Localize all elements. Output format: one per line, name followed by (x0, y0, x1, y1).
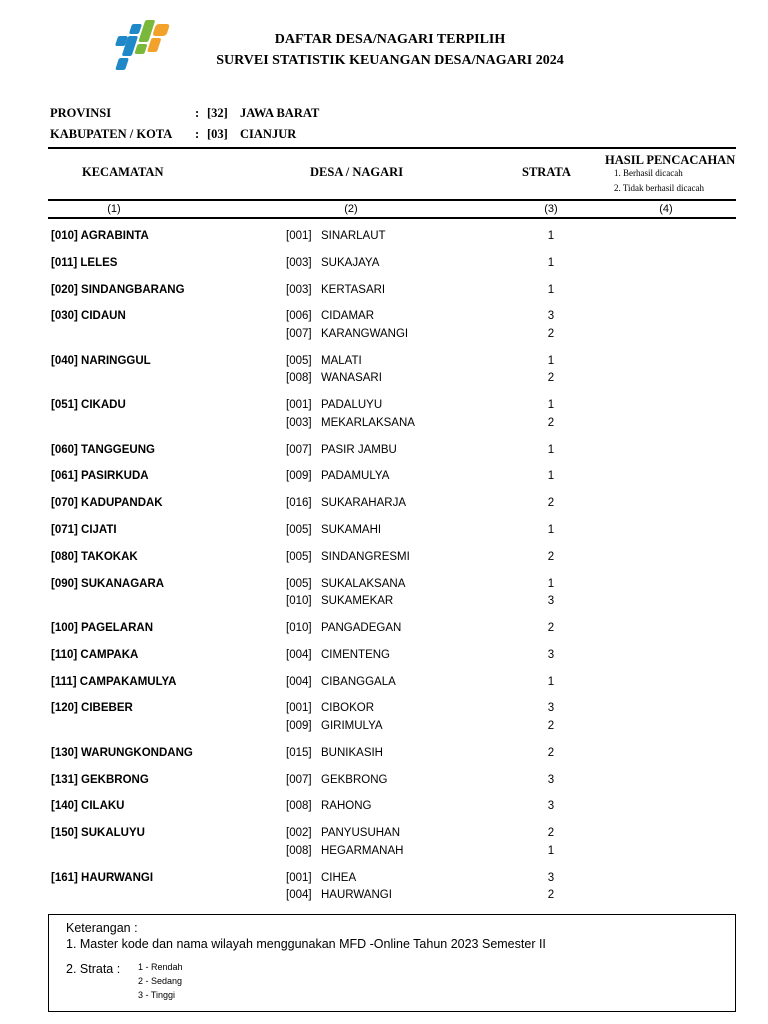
desa-name: SUKAJAYA (321, 256, 380, 269)
strata-value: 2 (547, 720, 555, 732)
desa-code: [001] (286, 399, 312, 412)
strata-value: 1 (547, 443, 555, 456)
desa-name: PASIR JAMBU (321, 443, 397, 456)
provinsi-separator: : (195, 106, 200, 120)
desa-code: [008] (286, 844, 312, 857)
strata-value: 1 (547, 470, 555, 483)
strata-value: 1 (547, 283, 555, 296)
header-bottom-rule (48, 199, 736, 201)
desa-name: HEGARMANAH (321, 844, 404, 857)
strata-value: 1 (547, 577, 555, 590)
strata-value: 3 (547, 595, 555, 608)
desa-name: PANYUSUHAN (321, 827, 401, 840)
desa-code: [003] (286, 416, 312, 429)
column-number-4: (4) (659, 203, 673, 215)
desa-code: [007] (286, 328, 312, 340)
column-number-2: (2) (344, 203, 358, 215)
desa-code: [010] (286, 622, 312, 634)
desa-name: PADALUYU (321, 399, 383, 412)
desa-name: SUKAMAHI (321, 524, 382, 536)
column-number-1: (1) (107, 203, 121, 215)
header-strata: STRATA (522, 165, 571, 179)
provinsi-name: JAWA BARAT (240, 106, 320, 120)
desa-name: SUKARAHARJA (321, 497, 406, 510)
kecamatan-name: [140] CILAKU (51, 800, 125, 813)
desa-name: WANASARI (321, 372, 382, 385)
strata-value: 2 (547, 827, 555, 840)
kecamatan-name: [080] TAKOKAK (51, 550, 138, 563)
kecamatan-name: [011] LELES (51, 256, 118, 269)
header-hasil-option-2: 2. Tidak berhasil dicacah (614, 183, 704, 193)
desa-name: KERTASARI (321, 283, 386, 296)
desa-name: GIRIMULYA (321, 720, 383, 732)
strata-value: 2 (547, 550, 555, 563)
strata-value: 2 (547, 328, 555, 340)
desa-name: CIHEA (321, 871, 357, 884)
strata-value: 3 (547, 702, 555, 715)
kabupaten-code: [03] (207, 127, 228, 141)
column-number-3: (3) (544, 203, 558, 215)
kecamatan-name: [040] NARINGGUL (51, 354, 151, 367)
kabupaten-separator: : (195, 127, 200, 141)
header-kecamatan: KECAMATAN (82, 165, 164, 179)
strata-value: 1 (547, 354, 555, 367)
desa-code: [003] (286, 256, 312, 269)
kecamatan-name: [061] PASIRKUDA (51, 470, 149, 483)
kecamatan-name: [100] PAGELARAN (51, 622, 154, 634)
desa-name: PADAMULYA (321, 470, 390, 483)
strata-value: 1 (547, 399, 555, 412)
strata-value: 3 (547, 773, 555, 786)
desa-code: [010] (286, 595, 312, 608)
kecamatan-name: [051] CIKADU (51, 399, 126, 412)
strata-value: 2 (547, 372, 555, 385)
desa-name: MALATI (321, 354, 362, 367)
desa-code: [001] (286, 702, 312, 715)
strata-value: 3 (547, 800, 555, 813)
strata-value: 2 (547, 416, 555, 429)
desa-code: [005] (286, 577, 312, 590)
provinsi-code: [32] (207, 106, 228, 120)
desa-code: [005] (286, 524, 312, 536)
strata-value: 2 (547, 889, 555, 902)
desa-name: CIBOKOR (321, 702, 375, 715)
kecamatan-name: [111] CAMPAKAMULYA (51, 675, 177, 688)
desa-code: [004] (286, 675, 312, 688)
bps-logo (112, 18, 182, 76)
kecamatan-name: [130] WARUNGKONDANG (51, 746, 193, 759)
desa-code: [009] (286, 720, 312, 732)
strata-value: 1 (547, 844, 555, 857)
kecamatan-name: [060] TANGGEUNG (51, 443, 155, 456)
desa-code: [007] (286, 773, 312, 786)
strata-value: 3 (547, 648, 555, 661)
header-hasil-pencacahan: HASIL PENCACAHAN (605, 153, 736, 167)
kecamatan-name: [010] AGRABINTA (51, 230, 149, 242)
strata-value: 3 (547, 310, 555, 323)
kecamatan-name: [161] HAURWANGI (51, 871, 154, 884)
desa-name: CIBANGGALA (321, 675, 396, 688)
desa-name: SINARLAUT (321, 230, 386, 242)
strata-legend-3: 3 - Tinggi (138, 990, 176, 1000)
desa-name: KARANGWANGI (321, 328, 409, 340)
desa-name: CIDAMAR (321, 310, 375, 323)
desa-name: SINDANGRESMI (321, 550, 410, 563)
desa-code: [007] (286, 443, 312, 456)
desa-code: [002] (286, 827, 312, 840)
desa-name: RAHONG (321, 800, 372, 813)
strata-value: 3 (547, 871, 555, 884)
desa-code: [001] (286, 871, 312, 884)
column-number-rule (48, 217, 736, 219)
table-top-rule (48, 147, 736, 149)
kecamatan-name: [120] CIBEBER (51, 702, 133, 715)
kecamatan-name: [030] CIDAUN (51, 310, 126, 323)
strata-value: 2 (547, 746, 555, 759)
desa-code: [009] (286, 470, 312, 483)
desa-code: [015] (286, 746, 312, 759)
desa-code: [005] (286, 354, 312, 367)
strata-value: 2 (547, 622, 555, 634)
desa-name: BUNIKASIH (321, 746, 383, 759)
desa-code: [004] (286, 648, 312, 661)
desa-name: MEKARLAKSANA (321, 416, 415, 429)
kabupaten-label: KABUPATEN / KOTA (50, 127, 173, 141)
header-hasil-option-1: 1. Berhasil dicacah (614, 168, 683, 178)
kecamatan-name: [070] KADUPANDAK (51, 497, 163, 510)
document-title-line1: DAFTAR DESA/NAGARI TERPILIH (274, 32, 506, 47)
kabupaten-name: CIANJUR (240, 127, 297, 141)
kecamatan-name: [110] CAMPAKA (51, 648, 139, 661)
notes-strata-label: 2. Strata : (66, 962, 121, 976)
kecamatan-name: [131] GEKBRONG (51, 773, 149, 786)
desa-code: [016] (286, 497, 312, 510)
kecamatan-name: [020] SINDANGBARANG (51, 283, 185, 296)
notes-box (48, 914, 736, 1012)
desa-code: [003] (286, 283, 312, 296)
strata-legend-2: 2 - Sedang (138, 976, 183, 986)
desa-code: [005] (286, 550, 312, 563)
strata-value: 1 (547, 675, 555, 688)
header-desa: DESA / NAGARI (310, 165, 404, 179)
desa-name: GEKBRONG (321, 773, 388, 786)
kecamatan-name: [071] CIJATI (51, 524, 117, 536)
desa-code: [008] (286, 800, 312, 813)
strata-legend-1: 1 - Rendah (138, 962, 183, 972)
notes-line-1: 1. Master kode dan nama wilayah menggunakan MFD -Online Tahun 2023 Semester II (66, 937, 546, 951)
strata-value: 2 (547, 497, 555, 510)
provinsi-label: PROVINSI (50, 106, 112, 120)
desa-code: [001] (286, 230, 312, 242)
kecamatan-name: [090] SUKANAGARA (51, 577, 165, 590)
desa-code: [004] (286, 889, 312, 902)
desa-code: [008] (286, 372, 312, 385)
document-title-line2: SURVEI STATISTIK KEUANGAN DESA/NAGARI 2024 (216, 53, 564, 68)
desa-name: HAURWANGI (321, 889, 392, 902)
desa-code: [006] (286, 310, 312, 323)
desa-name: SUKALAKSANA (321, 577, 406, 590)
desa-name: PANGADEGAN (321, 622, 402, 634)
strata-value: 1 (547, 230, 555, 242)
kecamatan-name: [150] SUKALUYU (51, 827, 145, 840)
strata-value: 1 (547, 256, 555, 269)
desa-name: CIMENTENG (321, 648, 390, 661)
strata-value: 1 (547, 524, 555, 536)
desa-name: SUKAMEKAR (321, 595, 394, 608)
notes-title: Keterangan : (66, 921, 138, 935)
